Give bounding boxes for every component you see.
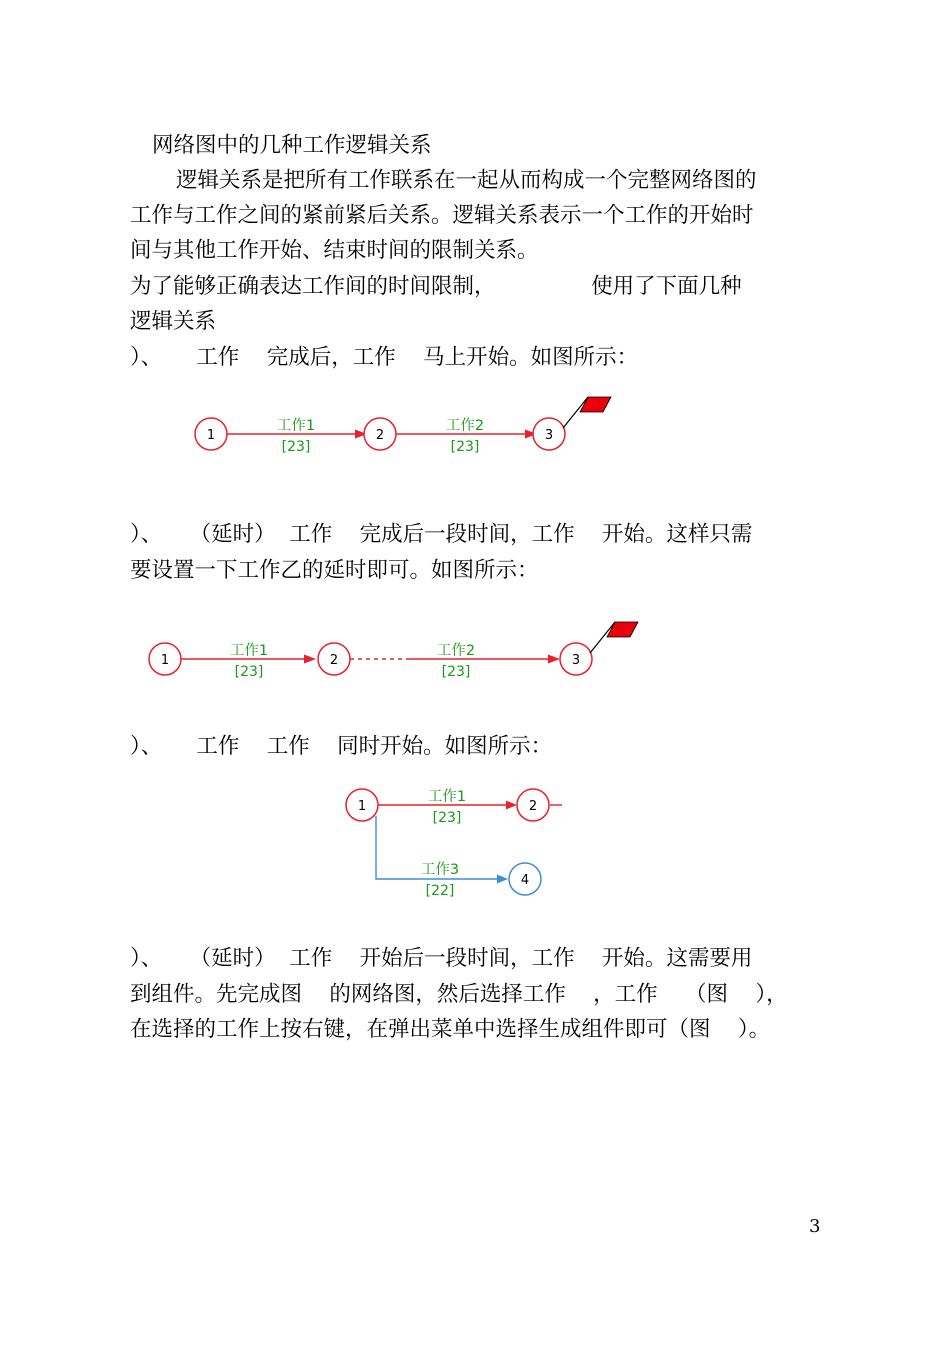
edge-name: 工作2 xyxy=(445,418,485,434)
relation-item-1: ）、 工作 完成后，工作 马上开始。如图所示： xyxy=(130,345,639,370)
node-label: 2 xyxy=(375,428,385,443)
node-2[interactable] xyxy=(517,789,549,821)
edge-name: 工作1 xyxy=(229,643,269,659)
intro-line: 间与其他工作开始、结束时间的限制关系。 xyxy=(130,238,539,263)
relation-item-2: ）、 （延时） 工作 完成后一段时间，工作 开始。这样只需 xyxy=(130,522,753,547)
edge-name: 工作1 xyxy=(276,418,316,434)
intro-line: 为了能够正确表达工作间的时间限制， 使用了下面几种 xyxy=(130,274,742,299)
intro-line: 工作与工作之间的紧前紧后关系。逻辑关系表示一个工作的开始时 xyxy=(130,203,754,228)
edge-name: 工作1 xyxy=(427,789,467,805)
node-1[interactable] xyxy=(346,789,378,821)
node-1[interactable] xyxy=(149,643,181,675)
node-label: 3 xyxy=(571,653,581,668)
relation-item-4: ）、 （延时） 工作 开始后一段时间，工作 开始。这需要用 xyxy=(130,946,753,971)
network-diagram-2 xyxy=(140,615,650,690)
node-3[interactable] xyxy=(560,643,592,675)
node-label: 1 xyxy=(357,799,367,814)
edge-duration: [23] xyxy=(441,664,471,680)
node-label: 4 xyxy=(520,873,530,888)
edge-duration: [22] xyxy=(425,883,455,899)
page-number: 3 xyxy=(809,1216,821,1237)
edge-2-with-delay[interactable] xyxy=(350,642,560,680)
edge-name: 工作3 xyxy=(420,862,460,878)
node-4[interactable] xyxy=(509,863,541,895)
intro-line: 逻辑关系是把所有工作联系在一起从而构成一个完整网络图的 xyxy=(176,168,757,193)
edge-2[interactable] xyxy=(396,417,537,455)
relation-item-4-cont: 到组件。先完成图 的网络图，然后选择工作 ，工作 （图 ）， xyxy=(130,982,788,1007)
node-2[interactable] xyxy=(318,643,350,675)
edge-duration: [23] xyxy=(432,810,462,826)
node-label: 1 xyxy=(206,428,216,443)
relation-item-4-cont: 在选择的工作上按右键，在弹出菜单中选择生成组件即可（图 ）。 xyxy=(130,1017,771,1042)
section-title: 网络图中的几种工作逻辑关系 xyxy=(152,133,432,158)
finish-flag-icon xyxy=(563,397,611,428)
edge-name: 工作2 xyxy=(436,643,476,659)
edge-3[interactable] xyxy=(376,816,508,899)
edge-1[interactable] xyxy=(227,417,367,455)
node-label: 2 xyxy=(528,799,538,814)
edge-duration: [23] xyxy=(281,439,311,455)
relation-item-2-cont: 要设置一下工作乙的延时即可。如图所示： xyxy=(130,558,539,583)
relation-item-3: ）、 工作 工作 同时开始。如图所示： xyxy=(130,734,553,759)
network-diagram-3 xyxy=(340,780,580,900)
node-label: 2 xyxy=(329,653,339,668)
intro-line: 逻辑关系 xyxy=(130,309,217,334)
edge-1[interactable] xyxy=(181,642,316,680)
finish-flag-icon xyxy=(590,622,638,653)
node-label: 1 xyxy=(160,653,170,668)
node-1[interactable] xyxy=(195,418,227,450)
edge-duration: [23] xyxy=(234,664,264,680)
network-diagram-1 xyxy=(180,390,620,465)
node-2[interactable] xyxy=(364,418,396,450)
node-label: 3 xyxy=(544,428,554,443)
edge-duration: [23] xyxy=(450,439,480,455)
node-3[interactable] xyxy=(533,418,565,450)
